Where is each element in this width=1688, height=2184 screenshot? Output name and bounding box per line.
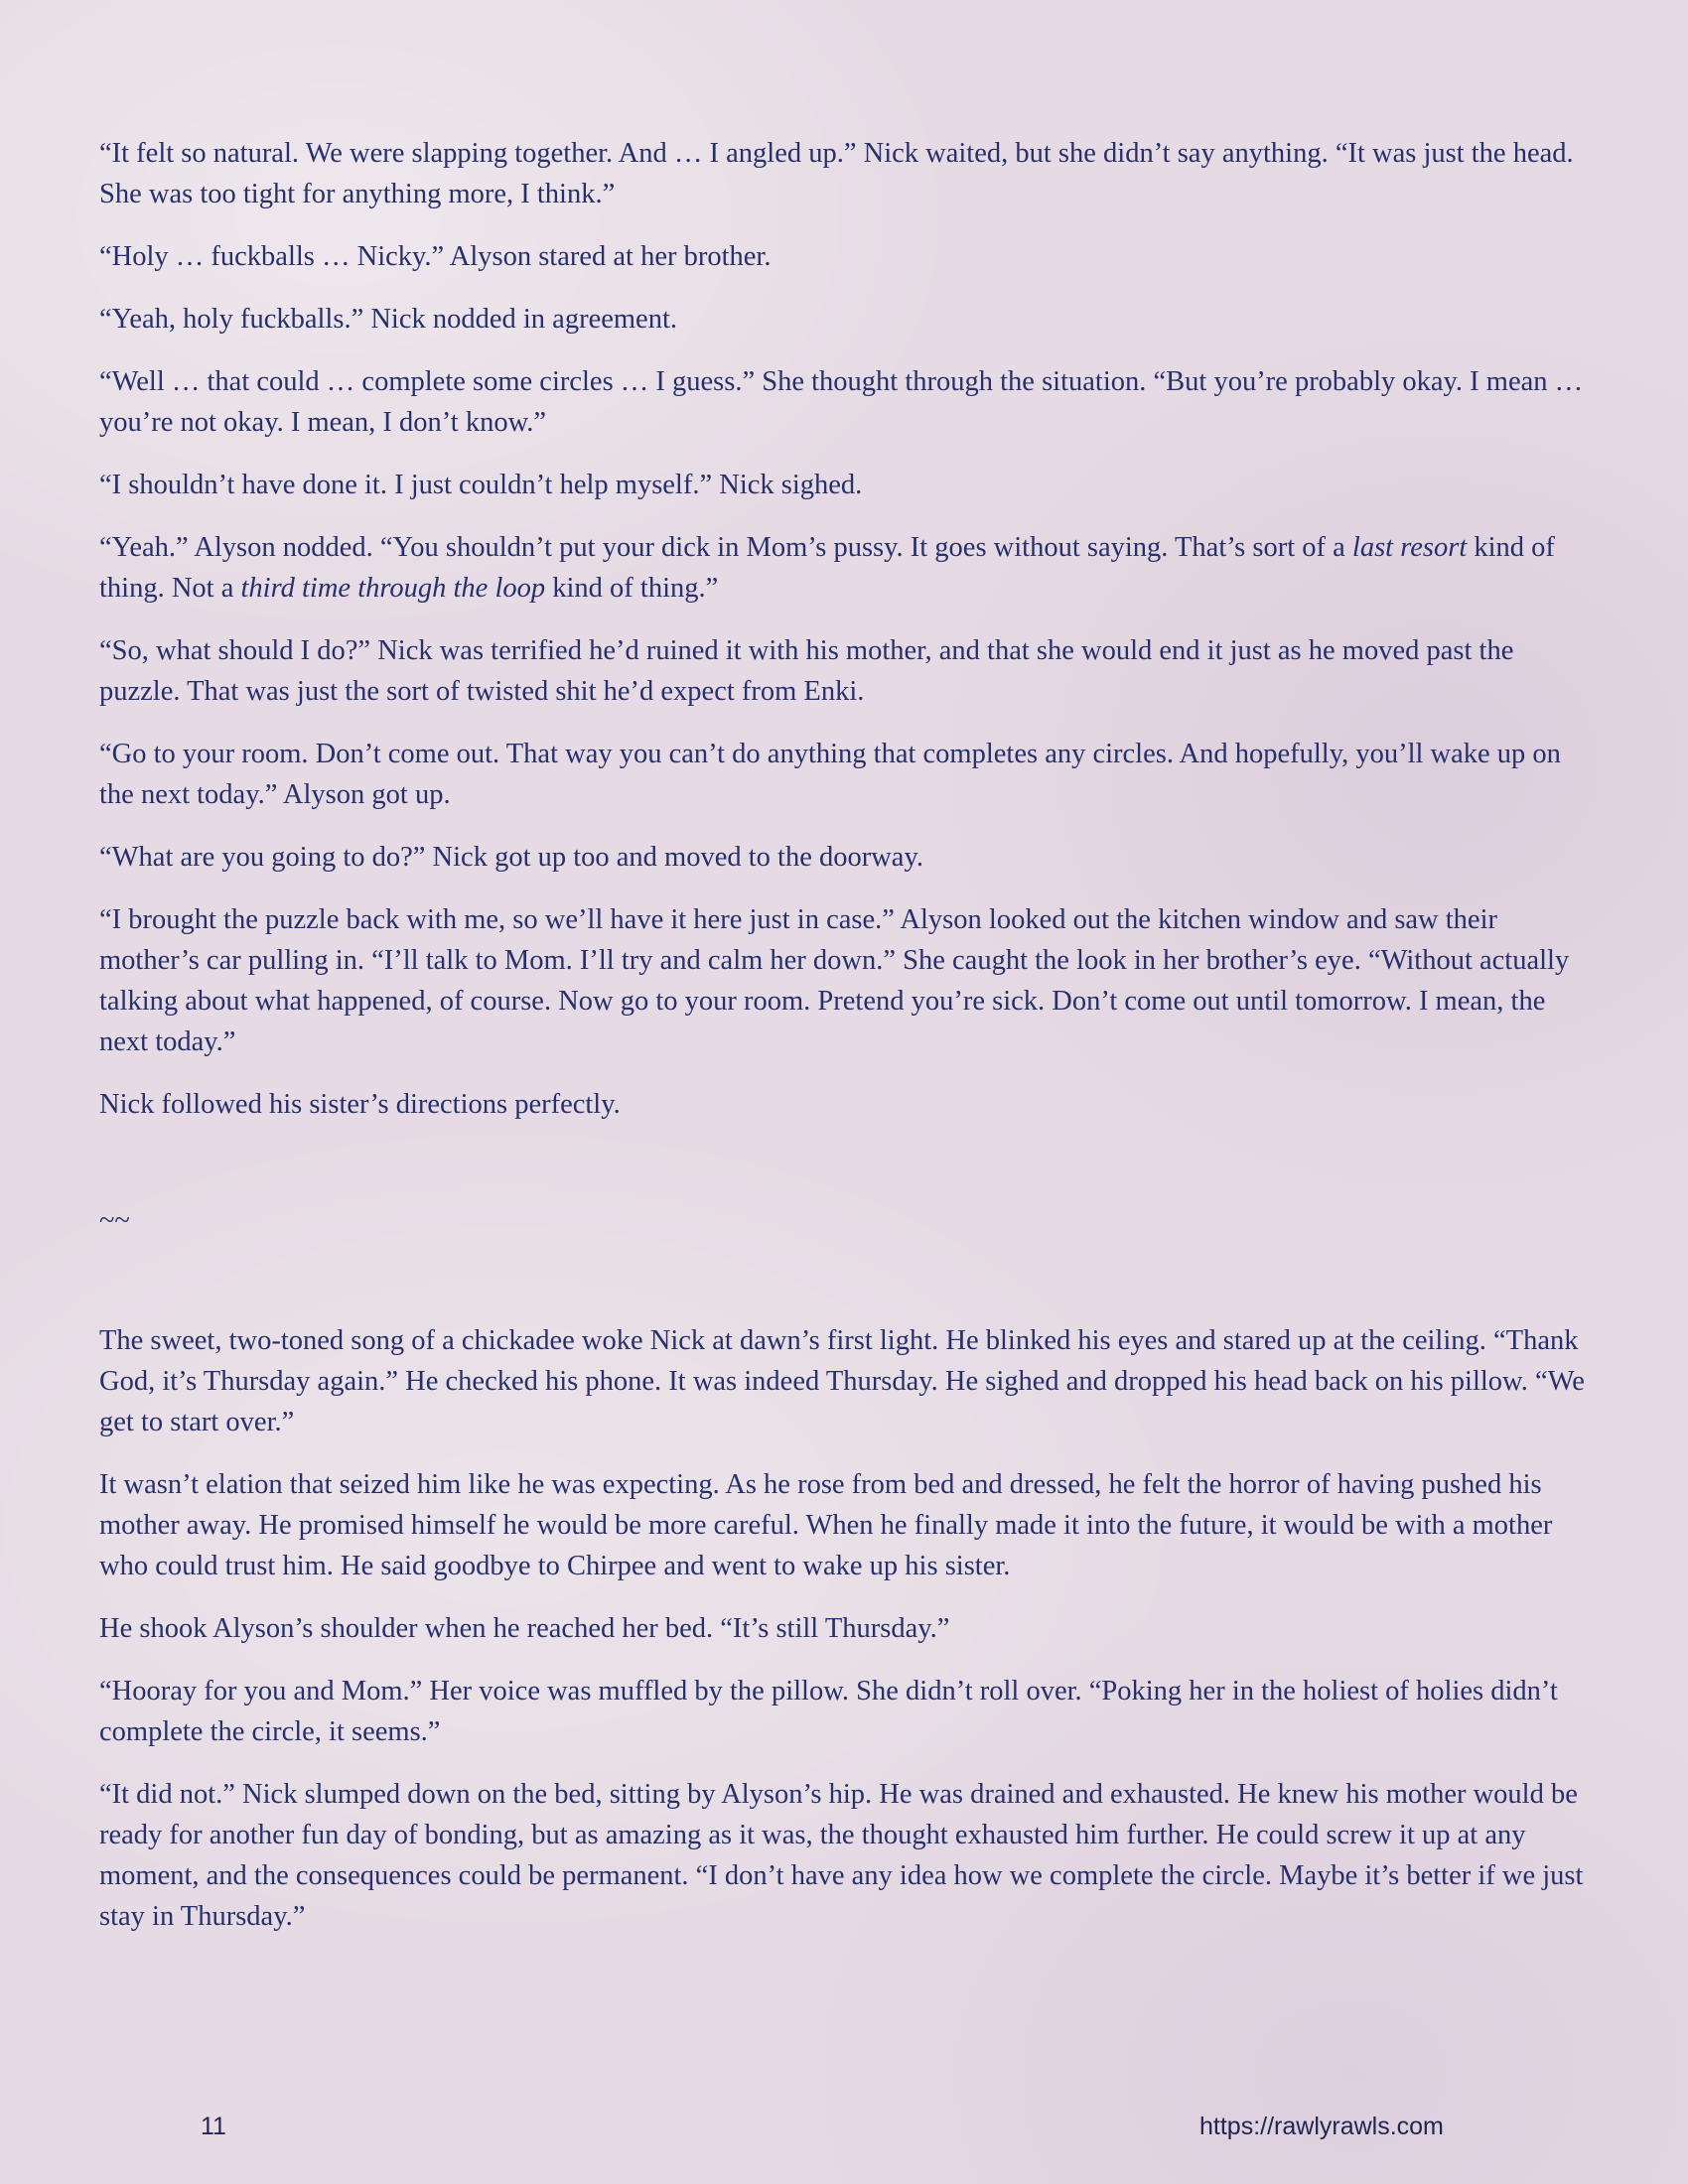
paragraph: “So, what should I do?” Nick was terrified he’d ruined it with his mother, and that she would end it just as he moved past the puzzle. That was just the sort of twisted shit he’d expect from Enki. bbox=[99, 635, 1514, 707]
text-run: kind of thing. Not a bbox=[99, 532, 1555, 604]
story-text bbox=[99, 133, 1589, 1959]
italic-phrase: last resort bbox=[1351, 532, 1468, 563]
italic-phrase: third time through the loop bbox=[240, 573, 546, 604]
paragraph: “Hooray for you and Mom.” Her voice was muffled by the pillow. She didn’t roll over. “Poking her in the holiest of holies didn’t complete the circle, it seems.” bbox=[99, 1676, 1558, 1747]
paragraph: “It felt so natural. We were slapping together. And … I angled up.” Nick waited, but she didn’t say anything. “It was just the head. She was too tight for anything more, I think.” bbox=[99, 138, 1574, 209]
paragraph: “Well … that could … complete some circles … I guess.” She thought through the situation. “But you’re probably okay. I mean … you’re not okay. I mean, I don’t know.” bbox=[99, 366, 1584, 438]
paragraph: Nick followed his sister’s directions perfectly. bbox=[99, 1089, 621, 1120]
paragraph bbox=[99, 527, 1589, 609]
paragraph: “I brought the puzzle back with me, so we’ll have it here just in case.” Alyson looked out the kitchen window and saw their mother’s car pulling in. “I’ll talk to Mom. I’ll try and calm her down.” She caught the look in her brother’s eye. “Without actually talking about what happened, of course. Now go to your room. Pretend you’re sick. Don’t come out until tomorrow. I mean, the next today.” bbox=[99, 904, 1570, 1057]
paragraph: “It did not.” Nick slumped down on the bed, sitting by Alyson’s hip. He was drained and exhausted. He knew his mother would be ready for another fun day of bonding, but as amazing as it was, the thought exhausted him further. He could screw it up at any moment, and the consequences could be permanent. “I don’t have any idea how we complete the circle. Maybe it’s better if we just stay in Thursday.” bbox=[99, 1779, 1584, 1932]
paragraph: “Holy … fuckballs … Nicky.” Alyson stared at her brother. bbox=[99, 241, 772, 272]
scene-break: ~~ bbox=[99, 1205, 130, 1236]
text-run: “Yeah.” Alyson nodded. “You shouldn’t put your dick in Mom’s pussy. It goes without saying. That’s sort of a bbox=[99, 532, 1352, 563]
paragraph: “Go to your room. Don’t come out. That way you can’t do anything that completes any circles. And hopefully, you’ll wake up on the next today.” Alyson got up. bbox=[99, 739, 1561, 810]
paragraph: “Yeah, holy fuckballs.” Nick nodded in agreement. bbox=[99, 304, 677, 335]
paragraph: “What are you going to do?” Nick got up too and moved to the doorway. bbox=[99, 842, 923, 873]
paragraph: The sweet, two-toned song of a chickadee woke Nick at dawn’s first light. He blinked his eyes and stared up at the ceiling. “Thank God, it’s Thursday again.” He checked his phone. It was indeed Thursday. He sighed and dropped his head back on his pillow. “We get to start over.” bbox=[99, 1325, 1585, 1437]
page-number: 11 bbox=[201, 2113, 226, 2140]
footer-url: https://rawlyrawls.com bbox=[1199, 2113, 1444, 2140]
paragraph: It wasn’t elation that seized him like he was expecting. As he rose from bed and dressed, he felt the horror of having pushed his mother away. He promised himself he would be more careful. When he finally made it into the future, it would be with a mother who could trust him. He said goodbye to Chirpee and went to wake up his sister. bbox=[99, 1469, 1553, 1581]
paragraph: He shook Alyson’s shoulder when he reached her bed. “It’s still Thursday.” bbox=[99, 1613, 950, 1644]
paragraph: “I shouldn’t have done it. I just couldn’t help myself.” Nick sighed. bbox=[99, 470, 863, 500]
text-run: kind of thing.” bbox=[545, 573, 719, 604]
